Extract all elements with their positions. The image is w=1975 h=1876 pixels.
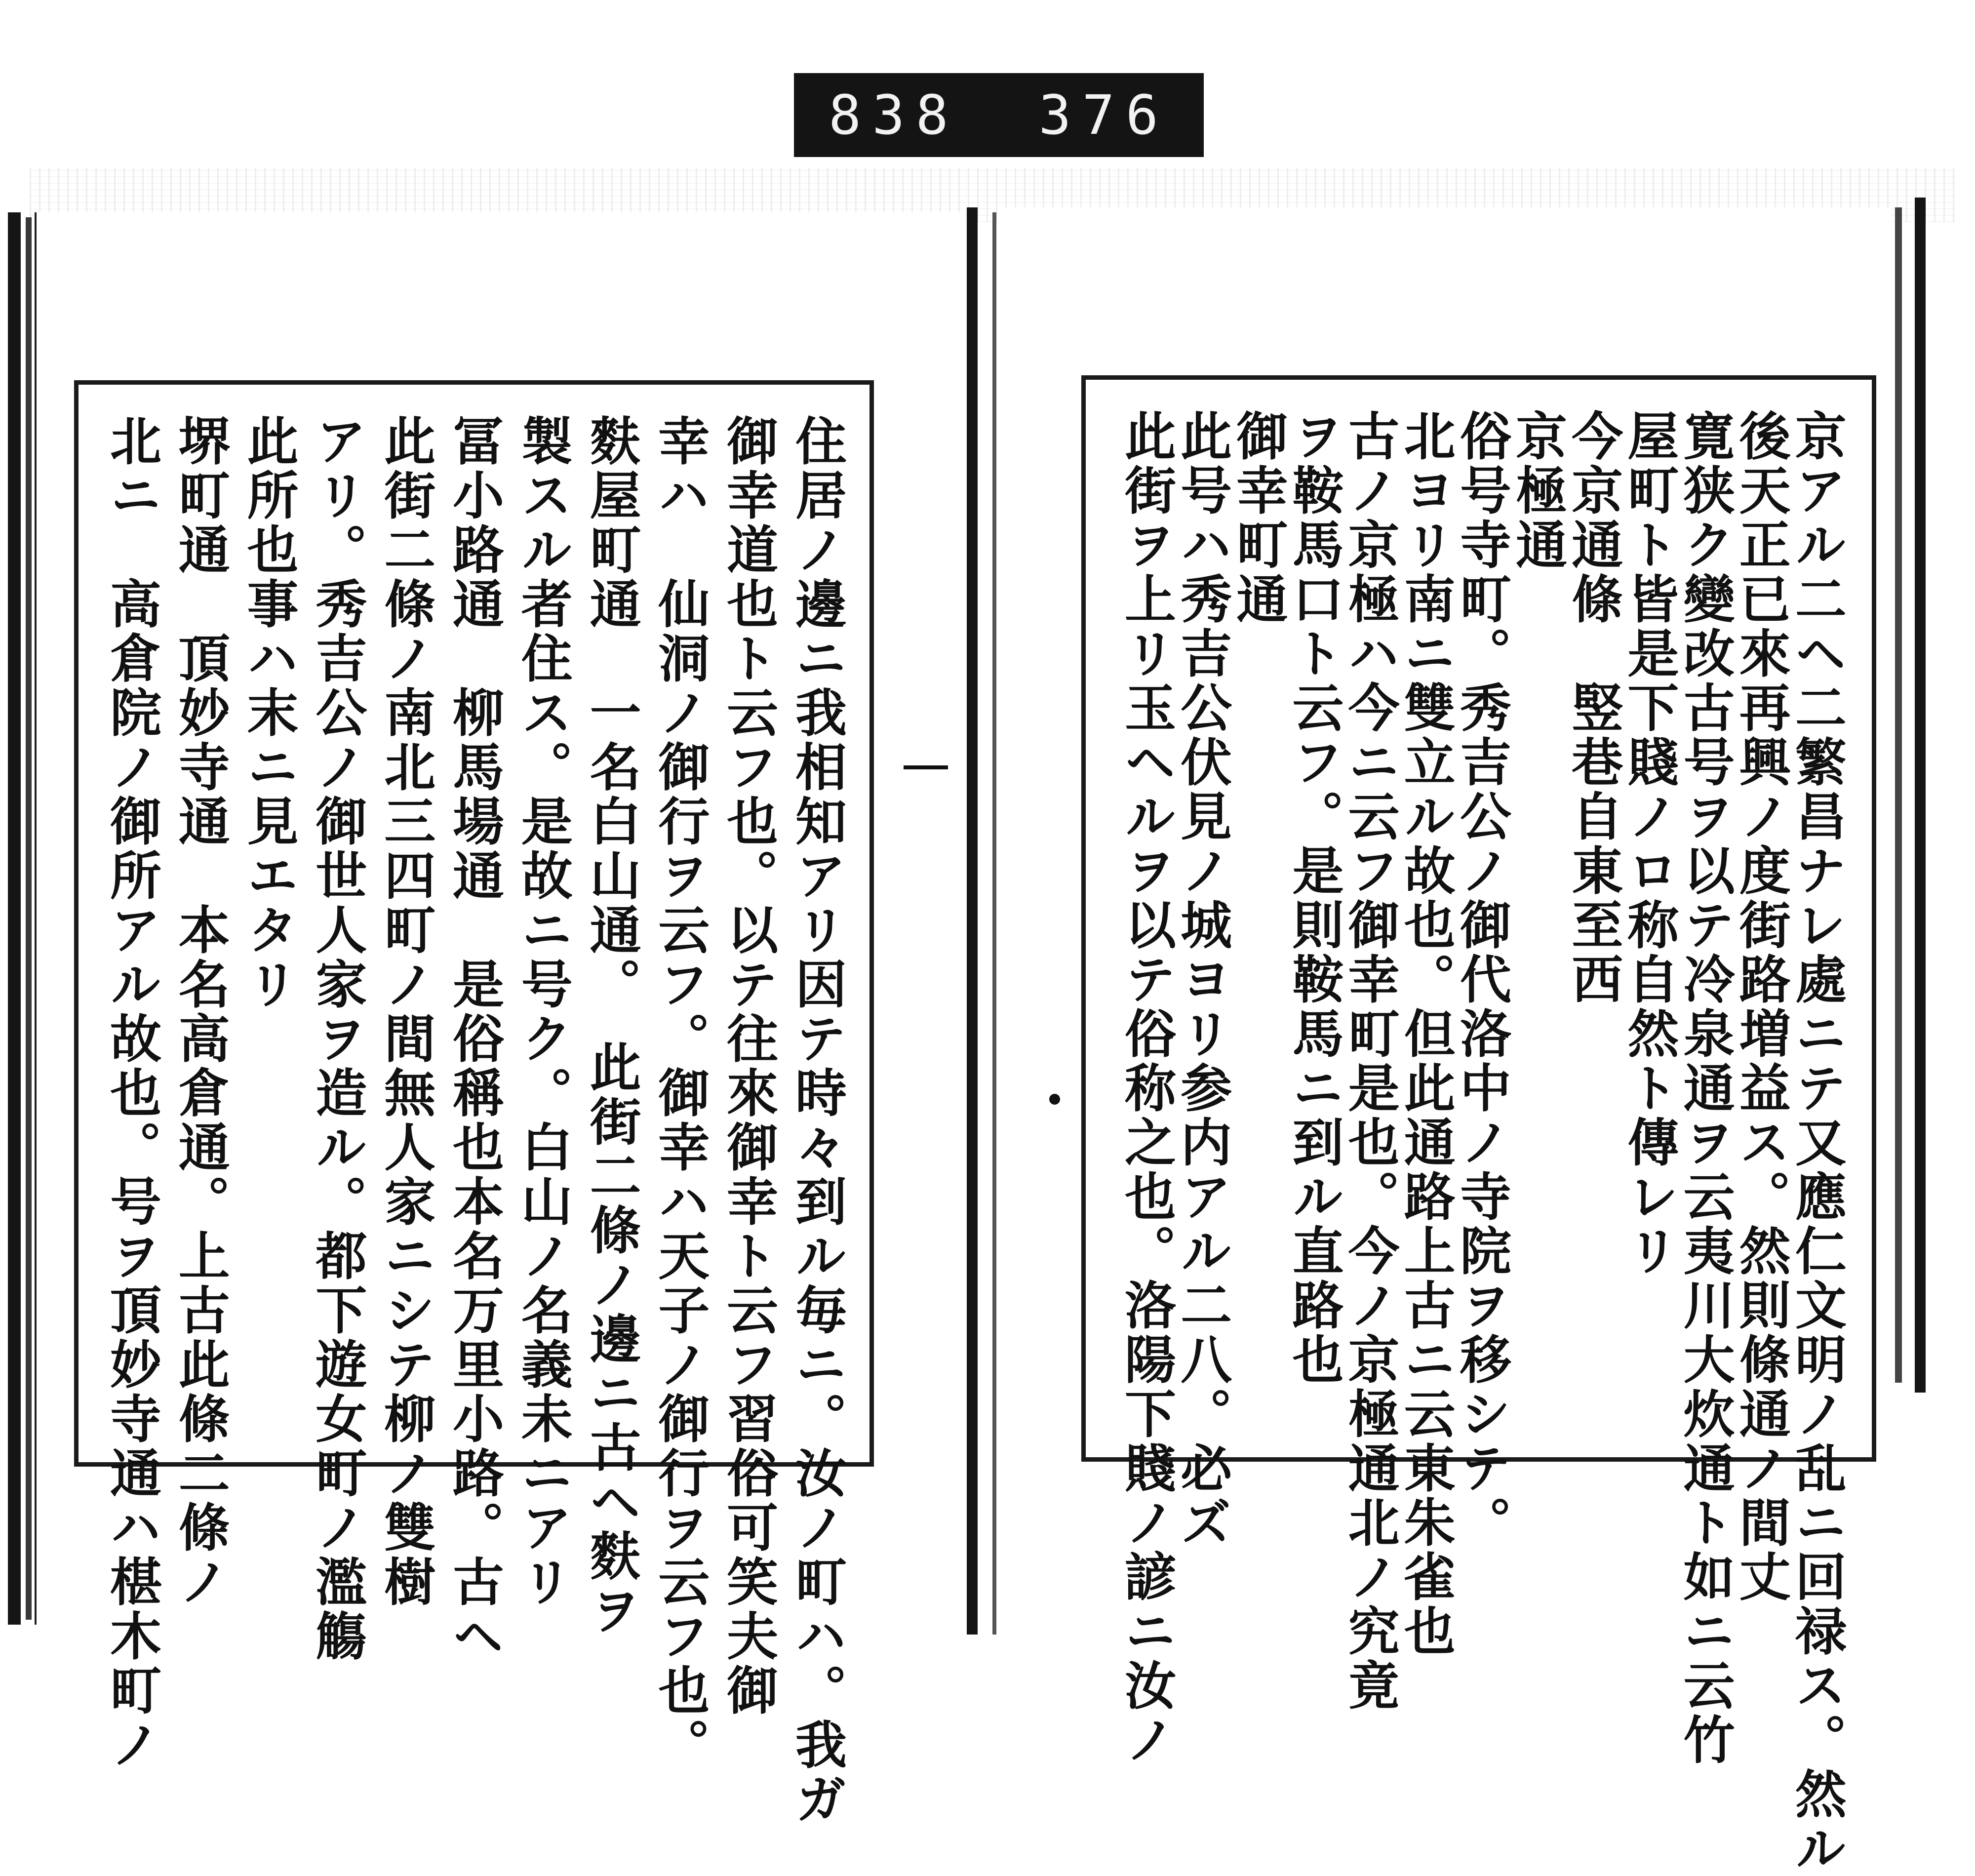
- book-gutter: [967, 207, 978, 1635]
- text-column: 北ヨリ南ニ雙立ル故也。但此通路上古ニ云東朱雀也: [1395, 409, 1456, 1659]
- text-column: 俗号寺町。秀吉公ノ御代洛中ノ寺院ヲ移シテ。: [1451, 409, 1512, 1550]
- text-column: 京極通: [1507, 409, 1568, 572]
- text-column: 今京通條 竪巷自東至西: [1563, 409, 1624, 1007]
- text-column: 此街ヲ上リ玉ヘルヲ以テ俗称之也。洛陽下賤ノ諺ニ汝ノ: [1116, 409, 1177, 1767]
- catalog-number-left: 838: [829, 83, 959, 147]
- text-column: 屋町ト皆是下賤ノロ称自然ト傳レリ: [1619, 409, 1680, 1278]
- catalog-number-right: 376: [1038, 83, 1169, 147]
- catalog-number-label: [794, 73, 1204, 157]
- book-gutter-shadow: [992, 212, 996, 1635]
- left-column-group: [101, 414, 847, 1827]
- book-edge-right-inner: [1895, 207, 1902, 1383]
- text-column: 北ニ 高倉院ノ御所アル故也。号ヲ頂妙寺通ハ椹木町ノ: [101, 414, 162, 1772]
- book-edge-right: [1915, 198, 1926, 1393]
- text-column: 後天正已來再興ノ度街路増益ス。然則條通ノ間丈: [1730, 409, 1791, 1604]
- text-column: 堺町通 頂妙寺通 本名高倉通。上古此條二條ノ: [169, 414, 231, 1609]
- text-column: 麩屋町通 一名白山通。 此街二條ノ邊ニ古ヘ麩ヲ: [581, 414, 642, 1638]
- text-column: 古ノ京極ハ今ニ云フ御幸町是也。今ノ京極通北ノ究竟: [1339, 409, 1400, 1713]
- ink-mark: [904, 765, 948, 769]
- book-edge-left: [8, 212, 21, 1625]
- text-column: 冨小路通 柳馬場通 是俗稱也本名万里小路。古ヘ: [443, 414, 505, 1664]
- right-text-frame: [1081, 375, 1876, 1876]
- text-column: 御幸町通: [1227, 409, 1289, 627]
- text-column: 此所也事ハ末ニ見エタリ: [238, 414, 299, 1012]
- right-column-group: [1116, 409, 1847, 1876]
- text-column: ヲ鞍馬口ト云フ。是則鞍馬ニ到ル直路也: [1283, 409, 1344, 1387]
- text-column: 御幸道也ト云フ也。以テ往來御幸ト云フ習俗可笑夫御: [718, 414, 779, 1718]
- text-column: アリ。秀吉公ノ御世人家ヲ造ル。都下遊女町ノ濫觴: [307, 414, 368, 1664]
- left-text-frame: [74, 380, 874, 1827]
- text-column: 製スル者住ス。是故ニ号ク。白山ノ名義未ニアリ: [512, 414, 573, 1609]
- text-column: 此街二條ノ南北三四町ノ間無人家ニシテ柳ノ雙樹: [375, 414, 436, 1609]
- ink-spot: [1049, 1094, 1060, 1105]
- text-column: 京アル二ヘ二繁昌ナレ處ニテ又應仁文明ノ乱ニ回禄ス。然ル: [1786, 409, 1847, 1876]
- text-column: 寛狭ク變改古号ヲ以テ冷泉通ヲ云夷川大炊通ト如ニ云竹: [1674, 409, 1736, 1767]
- text-column: 幸ハ 仙洞ノ御行ヲ云フ。御幸ハ天子ノ御行ヲ云フ也。: [649, 414, 711, 1772]
- book-edge-left-inner: [26, 217, 32, 1620]
- text-column: 此号ハ秀吉公伏見ノ城ヨリ参内アル二八。必ズ: [1172, 409, 1233, 1550]
- text-column: 住居ノ邊ニ我相知アリ因テ時々到ル毎ニ。汝ノ町ハ。我ガ: [786, 414, 847, 1827]
